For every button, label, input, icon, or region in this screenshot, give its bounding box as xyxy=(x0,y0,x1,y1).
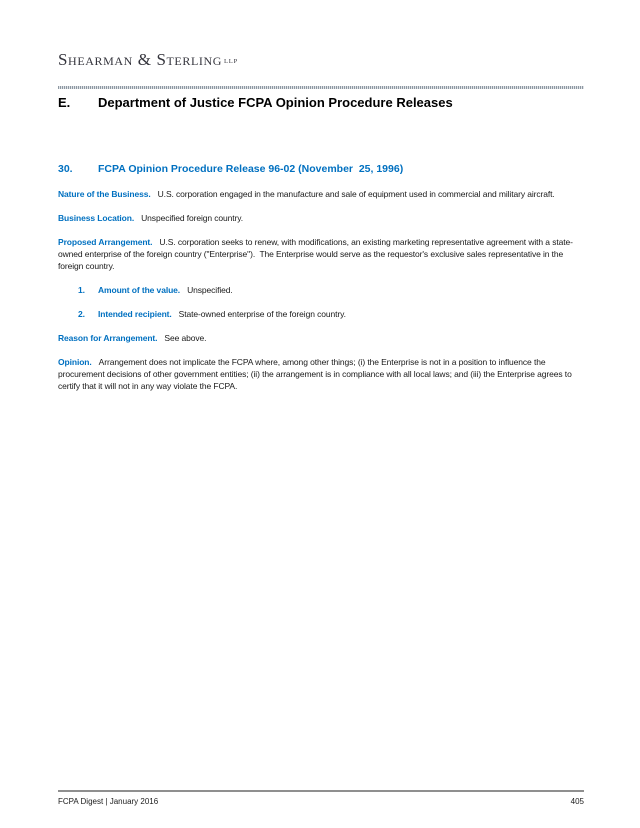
paragraph-business-location xyxy=(58,212,590,224)
paragraph-reason-for-arrangement xyxy=(58,332,590,344)
paragraph-text: U.S. corporation engaged in the manufacture and sale of equipment used in commercial and military aircraft. xyxy=(157,189,555,199)
paragraph-label: Nature of the Business. xyxy=(58,189,151,199)
list-item-label: Intended recipient. xyxy=(98,309,172,319)
footer-page-number: 405 xyxy=(570,797,584,806)
firm-logo xyxy=(58,50,238,70)
release-block xyxy=(58,163,590,404)
firm-logo-name: Shearman & Sterling xyxy=(58,50,223,69)
page-footer xyxy=(58,797,584,807)
list-item-text: Unspecified. xyxy=(187,285,233,295)
footer-document-title: FCPA Digest | January 2016 xyxy=(58,797,159,806)
paragraph-proposed-arrangement xyxy=(58,236,590,272)
list-item-intended-recipient xyxy=(58,308,590,320)
list-item-number: 1. xyxy=(78,285,85,295)
list-item-amount-of-value xyxy=(58,284,590,296)
list-item-content xyxy=(98,284,590,296)
firm-logo-suffix: LLP xyxy=(224,58,238,65)
header-dotted-rule xyxy=(58,86,584,89)
paragraph-nature-of-business xyxy=(58,188,590,200)
list-item-number: 2. xyxy=(78,309,85,319)
release-heading xyxy=(58,163,590,176)
paragraph-label: Business Location. xyxy=(58,213,135,223)
paragraph-text: U.S. corporation seeks to renew, with modifications, an existing marketing representative agreement with a state-owned enterprise of the foreign country ("Enterprise"). The Enterprise would serve as the requestor's exclusive sales representative in the foreign country. xyxy=(58,237,573,271)
paragraph-label: Proposed Arrangement. xyxy=(58,237,153,247)
footer-rule xyxy=(58,790,584,792)
release-heading-title: FCPA Opinion Procedure Release 96-02 (November 25, 1996) xyxy=(98,163,404,175)
paragraph-text: Arrangement does not implicate the FCPA where, among other things; (i) the Enterprise is not in a position to influence the procurement decisions of other government entities; (ii) the arrangement is in compliance with all local laws; and (iii) the Enterprise agrees to certify that it will not in any way violate the FCPA. xyxy=(58,357,574,391)
section-heading xyxy=(58,95,588,110)
section-heading-title: Department of Justice FCPA Opinion Procedure Releases xyxy=(98,95,453,110)
list-item-text: State-owned enterprise of the foreign country. xyxy=(178,309,346,319)
list-item-content xyxy=(98,308,590,320)
paragraph-text: Unspecified foreign country. xyxy=(141,213,244,223)
paragraph-text: See above. xyxy=(164,333,207,343)
list-item-label: Amount of the value. xyxy=(98,285,181,295)
paragraph-label: Reason for Arrangement. xyxy=(58,333,158,343)
paragraph-label: Opinion. xyxy=(58,357,92,367)
paragraph-opinion xyxy=(58,356,590,392)
release-heading-number: 30. xyxy=(58,163,73,175)
section-heading-number: E. xyxy=(58,95,71,110)
